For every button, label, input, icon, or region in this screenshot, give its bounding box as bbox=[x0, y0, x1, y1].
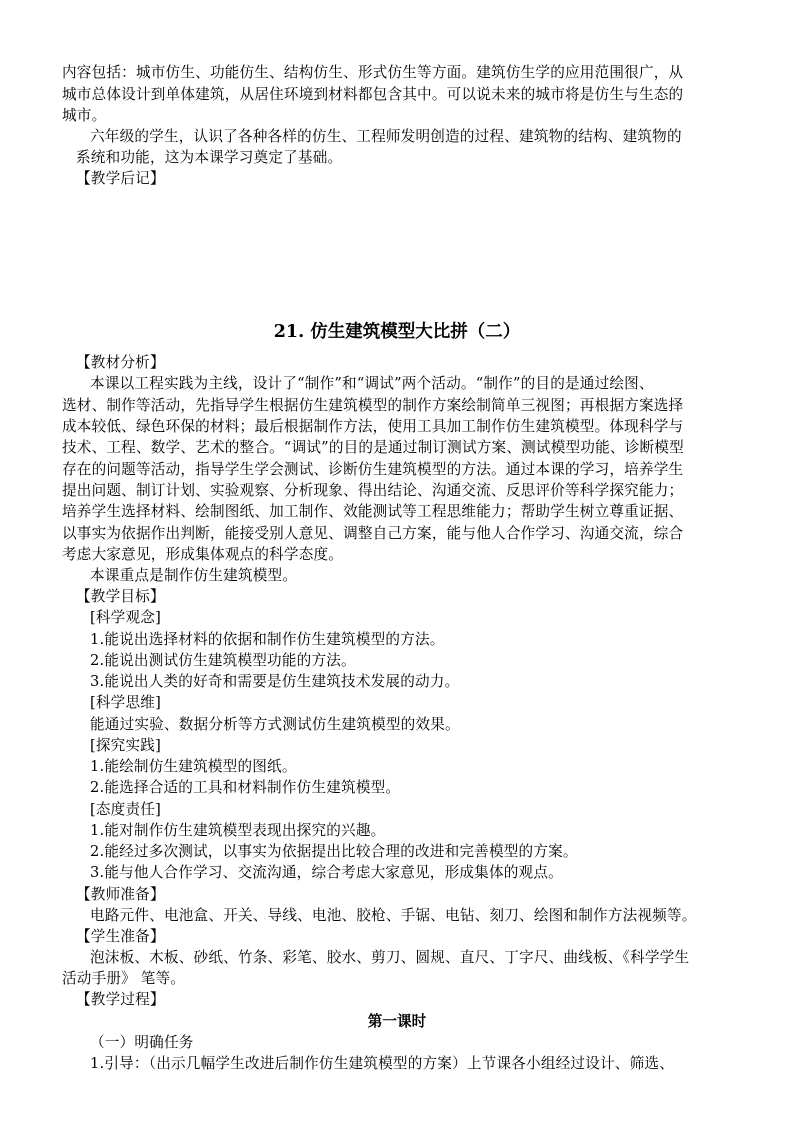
analysis-line-9: 考虑大家意见，形成集体观点的科学态度。 bbox=[62, 546, 344, 563]
analysis-line-1: 本课以工程实践为主线，设计了“制作”和“调试”两个活动。“制作”的目的是通过绘图、 bbox=[90, 375, 654, 392]
analysis-heading: 【教材分析】 bbox=[76, 354, 165, 371]
science-concept-item-3: 3.能说出人类的好奇和需要是仿生建筑技术发展的动力。 bbox=[90, 673, 460, 690]
analysis-line-2: 选材、制作等活动，先指导学生根据仿生建筑模型的制作方案绘制简单三视图；再根据方案选择 bbox=[62, 397, 684, 414]
inquiry-item-1: 1.能绘制仿生建筑模型的图纸。 bbox=[90, 758, 297, 775]
inquiry-label: [探究实践] bbox=[90, 737, 161, 754]
goals-heading: 【教学目标】 bbox=[76, 588, 165, 605]
attitude-item-1: 1.能对制作仿生建筑模型表现出探究的兴趣。 bbox=[90, 822, 386, 839]
student-prep-line-1: 泡沫板、木板、砂纸、竹条、彩笔、胶水、剪刀、圆规、直尺、丁字尺、曲线板、《科学学生 bbox=[90, 949, 690, 966]
science-thinking-item-1: 能通过实验、数据分析等方式测试仿生建筑模型的效果。 bbox=[90, 716, 460, 733]
teaching-notes-heading: 【教学后记】 bbox=[76, 170, 165, 187]
analysis-line-7: 培养学生选择材料、绘制图纸、加工制作、效能测试等工程思维能力；帮助学生树立尊重证据、 bbox=[62, 503, 684, 520]
lesson-title: 21. 仿生建筑模型大比拼（二） bbox=[273, 322, 521, 342]
attitude-label: [态度责任] bbox=[90, 801, 161, 818]
science-concept-item-1: 1.能说出选择材料的依据和制作仿生建筑模型的方法。 bbox=[90, 631, 445, 648]
intro-line-4: 六年级的学生，认识了各种各样的仿生、工程师发明创造的过程、建筑物的结构、建筑物的 bbox=[90, 128, 682, 145]
process-heading: 【教学过程】 bbox=[76, 991, 165, 1008]
period-heading: 第一课时 bbox=[367, 1013, 427, 1030]
analysis-focus: 本课重点是制作仿生建筑模型。 bbox=[90, 567, 298, 584]
intro-line-3: 城市。 bbox=[62, 107, 107, 124]
inquiry-item-2: 2.能选择合适的工具和材料制作仿生建筑模型。 bbox=[90, 779, 401, 796]
attitude-item-3: 3.能与他人合作学习、交流沟通，综合考虑大家意见，形成集体的观点。 bbox=[90, 864, 563, 881]
teacher-prep-heading: 【教师准备】 bbox=[76, 886, 165, 903]
analysis-line-6: 提出问题、制订计划、实验观察、分析现象、得出结论、沟通交流、反思评价等科学探究能力； bbox=[62, 482, 684, 499]
analysis-line-8: 以事实为依据作出判断，能接受别人意见、调整自己方案，能与他人合作学习、沟通交流，综合 bbox=[62, 525, 684, 542]
teacher-prep-text: 电路元件、电池盒、开关、导线、电池、胶枪、手锯、电钻、刻刀、绘图和制作方法视频等。 bbox=[90, 907, 697, 924]
analysis-line-3: 成本较低、绿色环保的材料；最后根据制作方法，使用工具加工制作仿生建筑模型。体现科学与 bbox=[62, 418, 684, 435]
student-prep-heading: 【学生准备】 bbox=[76, 928, 165, 945]
step-1-line-1: 1.引导：（出示几幅学生改进后制作仿生建筑模型的方案）上节课各小组经过设计、筛选、 bbox=[90, 1055, 674, 1072]
step-1-heading: （一）明确任务 bbox=[90, 1034, 194, 1051]
analysis-line-5: 存在的问题等活动，指导学生学会测试、诊断仿生建筑模型的方法。通过本课的学习，培养学生 bbox=[62, 461, 684, 478]
attitude-item-2: 2.能经过多次测试，以事实为依据提出比较合理的改进和完善模型的方案。 bbox=[90, 843, 578, 860]
analysis-line-4: 技术、工程、数学、艺术的整合。“调试”的目的是通过制订测试方案、测试模型功能、诊断模型 bbox=[62, 439, 684, 456]
intro-line-2: 城市总体设计到单体建筑，从居住环境到材料都包含其中。可以说未来的城市将是仿生与生态的 bbox=[62, 86, 684, 103]
science-concept-item-2: 2.能说出测试仿生建筑模型功能的方法。 bbox=[90, 652, 356, 669]
intro-line-5: 系统和功能，这为本课学习奠定了基础。 bbox=[76, 149, 343, 166]
science-concept-label: [科学观念] bbox=[90, 609, 161, 626]
science-thinking-label: [科学思维] bbox=[90, 694, 161, 711]
intro-line-1: 内容包括：城市仿生、功能仿生、结构仿生、形式仿生等方面。建筑仿生学的应用范围很广，从 bbox=[62, 64, 684, 81]
student-prep-line-2: 活动手册》 笔等。 bbox=[62, 970, 186, 987]
